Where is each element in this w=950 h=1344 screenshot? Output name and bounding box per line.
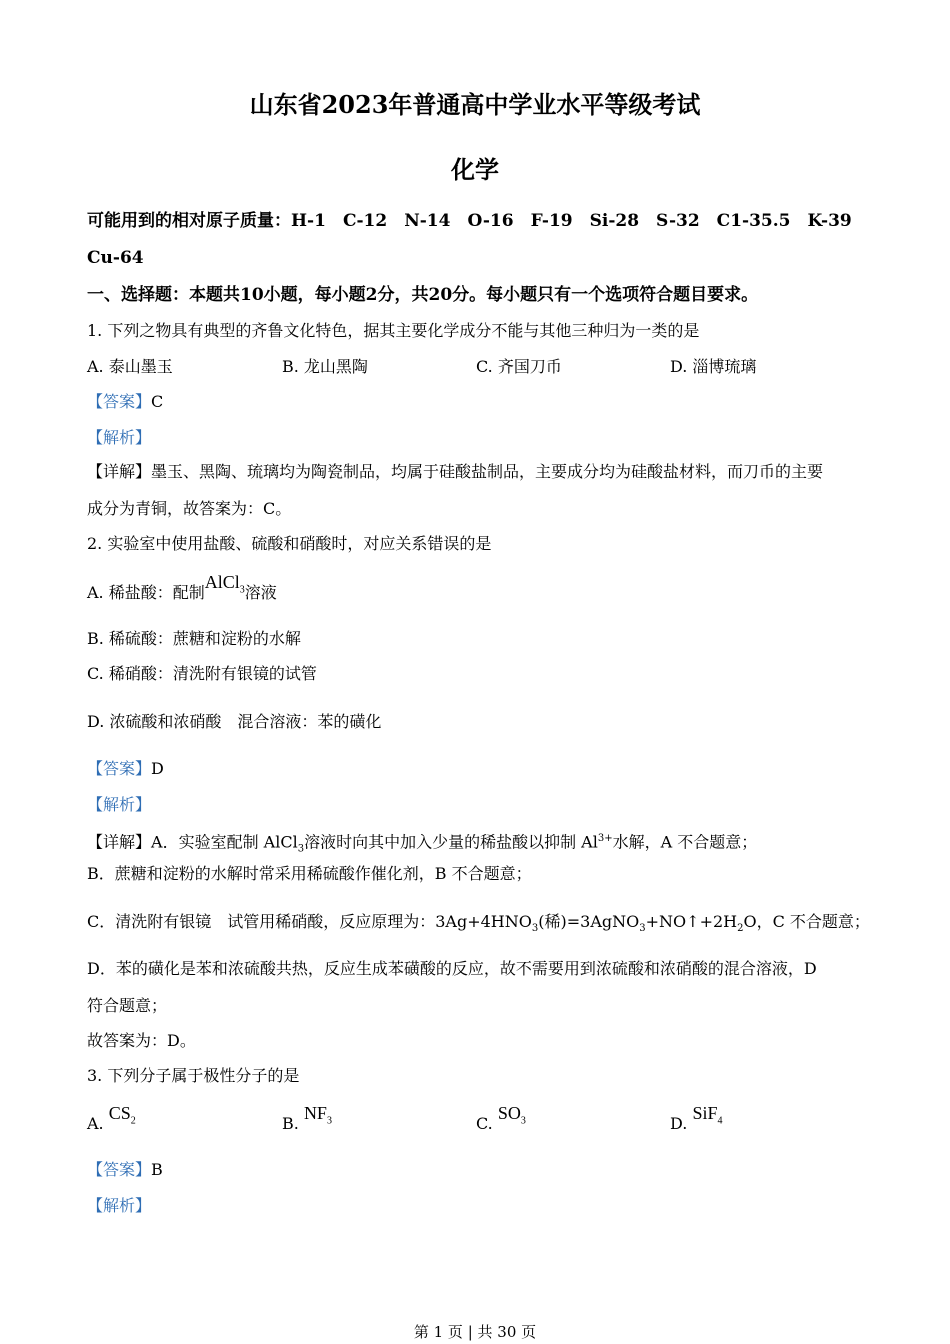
subject-title: 化学 bbox=[451, 155, 499, 184]
exam-title: 山东省2023年普通高中学业水平等级考试 bbox=[249, 90, 701, 119]
atomic-masses-line2: Cu-64 bbox=[87, 248, 144, 268]
q1-detail-text1: 墨玉、黑陶、琉璃均为陶瓷制品，均属于硅酸盐制品，主要成分均为硅酸盐材料，而刀币的主要 bbox=[151, 462, 824, 481]
q1-option-d: D. 淄博琉璃 bbox=[670, 357, 757, 376]
q2-option-c: C. 稀硝酸：清洗附有银镜的试管 bbox=[87, 664, 317, 683]
q1-stem: 1. 下列之物具有典型的齐鲁文化特色，据其主要化学成分不能与其他三种归为一类的是 bbox=[87, 321, 700, 340]
q1-answer: C bbox=[151, 392, 164, 411]
q2-option-a-formula: AlCl$_3$ bbox=[204, 572, 245, 596]
q3-option-a: A. $CS_2$ bbox=[87, 1103, 136, 1133]
detail-tag: 【详解】 bbox=[87, 832, 152, 852]
q3-option-d: D. SiF$_4$ bbox=[670, 1103, 723, 1133]
answer-tag: 【答案】 bbox=[87, 1160, 152, 1179]
q1-answer-line bbox=[87, 392, 163, 412]
q1-option-b: B. 龙山黑陶 bbox=[282, 357, 368, 376]
q2-answer-line bbox=[87, 759, 164, 779]
q3-answer-line bbox=[87, 1160, 163, 1180]
answer-tag: 【答案】 bbox=[87, 759, 152, 778]
q1-detail-line2: 成分为青铜，故答案为：C。 bbox=[87, 499, 292, 518]
answer-tag: 【答案】 bbox=[87, 392, 152, 411]
q2-analysis-line bbox=[87, 795, 151, 815]
q3-option-b: B. $NF_3$ bbox=[282, 1103, 332, 1133]
q2-detail-a: 【详解】A．实验室配制 AlCl$_3$溶液时向其中加入少量的稀盐酸以抑制 $Al^{3+}$水解，A 不合题意； bbox=[87, 832, 758, 855]
q2-stem: 2. 实验室中使用盐酸、硫酸和硝酸时，对应关系错误的是 bbox=[87, 534, 492, 553]
q3-answer: B bbox=[151, 1160, 163, 1179]
q3-stem: 3. 下列分子属于极性分子的是 bbox=[87, 1066, 300, 1085]
detail-tag: 【详解】 bbox=[87, 462, 152, 481]
q3-analysis-line bbox=[87, 1196, 151, 1216]
q2-detail-d-line2: 符合题意； bbox=[87, 996, 168, 1015]
q3-option-c: C. $SO_3$ bbox=[476, 1103, 526, 1133]
q2-detail-c: C．清洗附有银镜 试管用稀硝酸，反应原理为：$3Ag+4HNO_3$(稀)$=3AgNO_3+NO↑+2H_2O$，C 不合题意； bbox=[87, 912, 870, 935]
q2-option-a-suffix: 溶液 bbox=[244, 583, 277, 602]
q2-conclusion: 故答案为：D。 bbox=[87, 1031, 196, 1050]
q2-answer: D bbox=[151, 759, 164, 778]
q2-detail-b: B．蔗糖和淀粉的水解时常采用稀硫酸作催化剂，B 不合题意； bbox=[87, 864, 532, 883]
q1-option-c: C. 齐国刀币 bbox=[476, 357, 562, 376]
analysis-tag: 【解析】 bbox=[87, 1196, 152, 1215]
atomic-masses-line1: 可能用到的相对原子质量：H-1 C-12 N-14 O-16 F-19 Si-28 S-32 C1-35.5 K-39 bbox=[87, 211, 852, 231]
section1-heading: 一、选择题：本题共10小题，每小题2分，共20分。每小题只有一个选项符合题目要求。 bbox=[87, 285, 759, 305]
q2-option-b: B. 稀硫酸：蔗糖和淀粉的水解 bbox=[87, 629, 301, 648]
q2-option-a bbox=[87, 572, 277, 611]
q2-option-a-prefix: A. 稀盐酸：配制 bbox=[87, 583, 205, 602]
q1-detail-line1 bbox=[87, 462, 823, 482]
q1-analysis-line bbox=[87, 428, 151, 448]
q1-option-a: A. 泰山墨玉 bbox=[87, 357, 173, 376]
analysis-tag: 【解析】 bbox=[87, 428, 152, 447]
page-footer: 第 1 页 | 共 30 页 bbox=[413, 1323, 537, 1341]
q2-option-d: D. 浓硫酸和浓硝酸 混合溶液：苯的磺化 bbox=[87, 712, 382, 731]
q2-detail-d-line1: D．苯的磺化是苯和浓硫酸共热，反应生成苯磺酸的反应，故不需要用到浓硫酸和浓硝酸的混合溶液，D bbox=[87, 959, 817, 978]
analysis-tag: 【解析】 bbox=[87, 795, 152, 814]
